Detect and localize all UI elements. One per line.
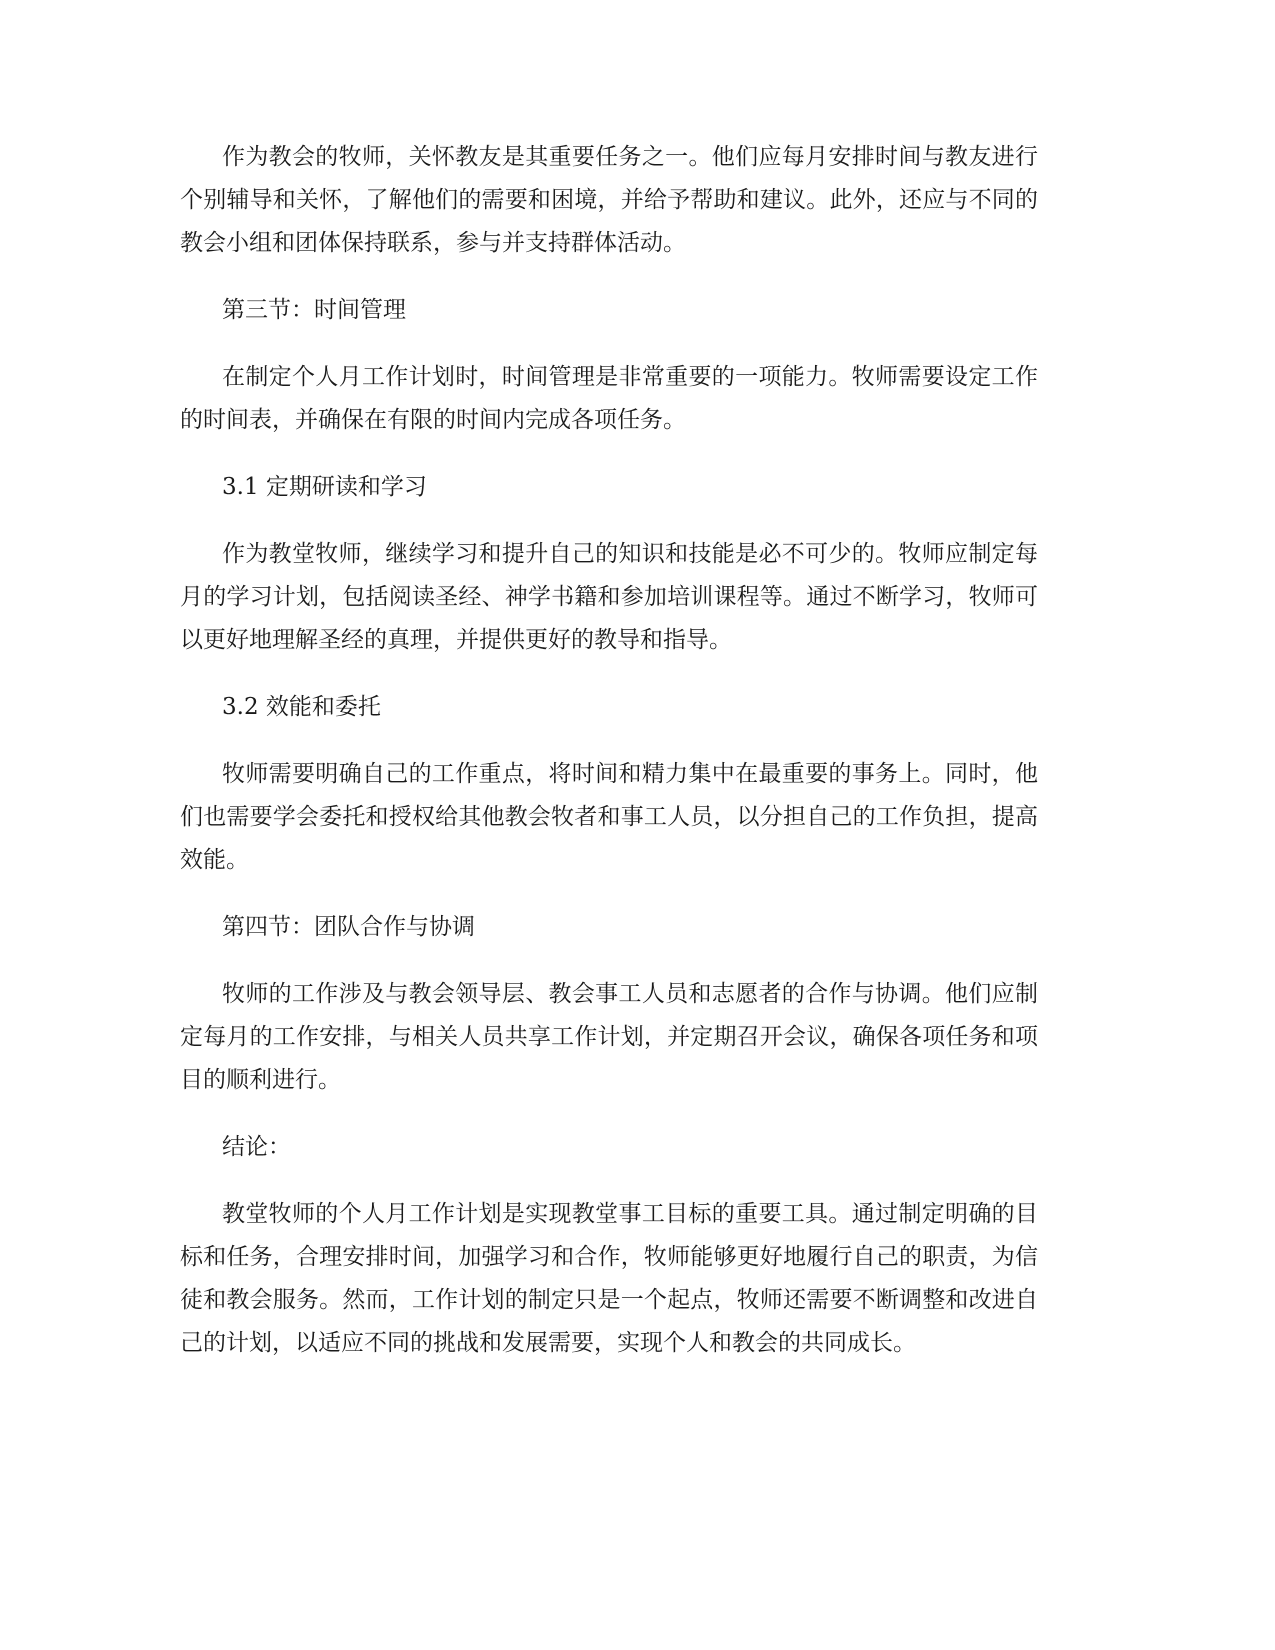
section-heading-teamwork: 第四节：团队合作与协调: [222, 914, 475, 940]
document-body: [180, 136, 1038, 1389]
paragraph-efficiency: 牧师需要明确自己的工作重点，将时间和精力集中在最重要的事务上。同时，他们也需要学会委托和授权给其他教会牧者和事工人员，以分担自己的工作负担，提高效能。: [180, 761, 1038, 873]
subsection-heading-efficiency: 3.2 效能和委托: [222, 694, 381, 720]
paragraph-teamwork: 牧师的工作涉及与教会领导层、教会事工人员和志愿者的合作与协调。他们应制定每月的工作安排，与相关人员共享工作计划，并定期召开会议，确保各项任务和项目的顺利进行。: [180, 981, 1038, 1093]
paragraph-study: 作为教堂牧师，继续学习和提升自己的知识和技能是必不可少的。牧师应制定每月的学习计划，包括阅读圣经、神学书籍和参加培训课程等。通过不断学习，牧师可以更好地理解圣经的真理，并提供更好的教导和指导。: [180, 541, 1038, 653]
paragraph-time-management: 在制定个人月工作计划时，时间管理是非常重要的一项能力。牧师需要设定工作的时间表，并确保在有限的时间内完成各项任务。: [180, 364, 1038, 433]
section-heading-time-management: 第三节：时间管理: [222, 297, 406, 323]
subsection-heading-study: 3.1 定期研读和学习: [222, 474, 427, 500]
conclusion-heading: 结论：: [222, 1134, 291, 1160]
paragraph-conclusion: 教堂牧师的个人月工作计划是实现教堂事工目标的重要工具。通过制定明确的目标和任务，合理安排时间，加强学习和合作，牧师能够更好地履行自己的职责，为信徒和教会服务。然而，工作计划的制定只是一个起点，牧师还需要不断调整和改进自己的计划，以适应不同的挑战和发展需要，实现个人和教会的共同成长。: [180, 1201, 1038, 1356]
paragraph-pastoral-care: 作为教会的牧师，关怀教友是其重要任务之一。他们应每月安排时间与教友进行个别辅导和关怀，了解他们的需要和困境，并给予帮助和建议。此外，还应与不同的教会小组和团体保持联系，参与并支持群体活动。: [180, 144, 1038, 256]
